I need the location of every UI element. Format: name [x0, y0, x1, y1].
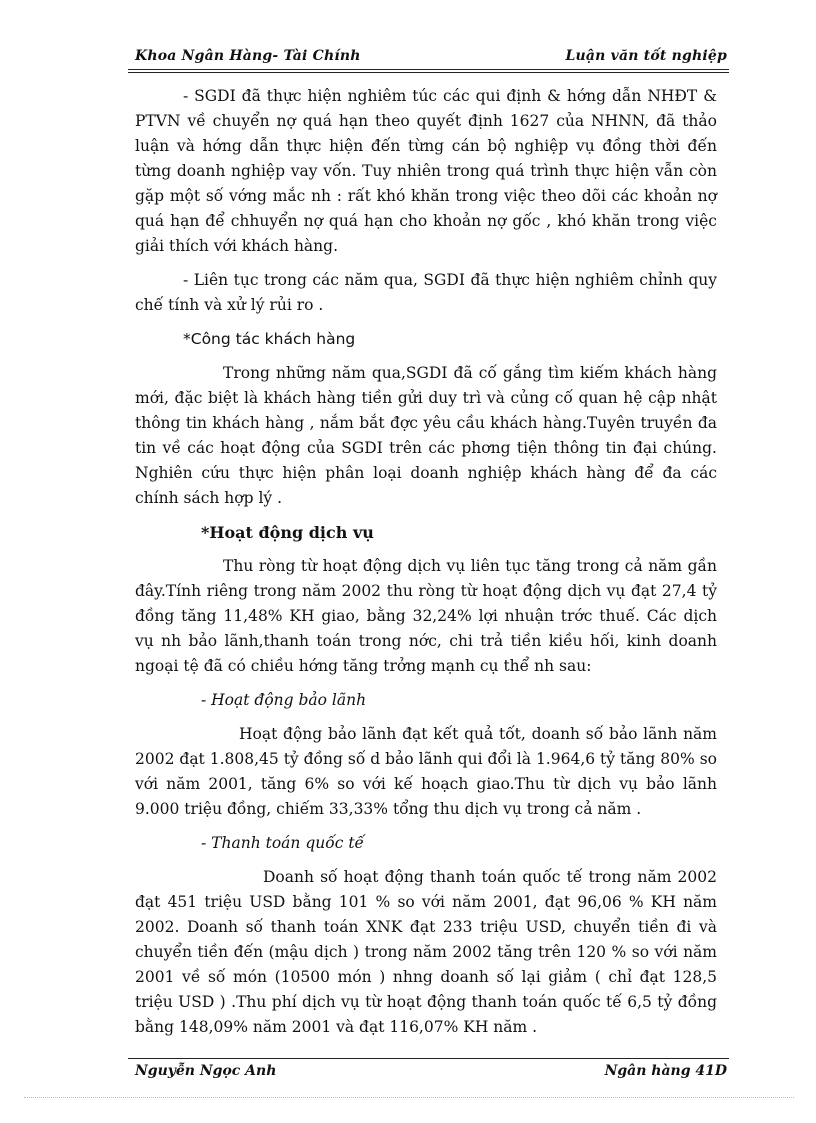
section-customer-work: *Công tác khách hàng	[183, 330, 356, 348]
page-footer	[135, 1063, 727, 1083]
paragraph-risk-handling: - Liên tục trong các năm qua, SGDI đã thực hiện nghiêm chỉnh quy chế tính và xử lý rủi ro .	[135, 271, 717, 314]
footer-class: Ngân hàng 41D	[604, 1063, 727, 1079]
header-thesis-label: Luận văn tốt nghiệp	[565, 48, 727, 64]
body-text	[135, 84, 717, 1049]
subsection-guarantee: - Hoạt động bảo lãnh	[201, 691, 367, 709]
header-rule	[128, 69, 729, 70]
section-heading-services: *Hoạt động dịch vụ	[201, 523, 374, 542]
footer-author: Nguyễn Ngọc Anh	[135, 1063, 277, 1079]
footer-rule	[128, 1058, 729, 1059]
paragraph-overdue-debt: - SGDI đã thực hiện nghiêm túc các qui định & hớng dẫn NHĐT & PTVN về chuyển nợ quá hạn theo quyết định 1627 của NHNN, đã thảo luận và hớng dẫn thực hiện đến từng cán bộ nghiệp vụ đồng thời đến từng doanh nghiệp vay vốn. Tuy nhiên trong quá trình thực hiện vẫn còn gặp một số vớng mắc nh : rất khó khăn trong việc theo dõi các khoản nợ quá hạn để chhuyển nợ quá hạn cho khoản nợ gốc , khó khăn trong việc giải thích với khách hàng.	[135, 87, 717, 255]
header-rule-double	[128, 72, 729, 73]
page-header	[135, 48, 727, 68]
subsection-international-payment: - Thanh toán quốc tế	[201, 834, 365, 852]
paragraph-services: Thu ròng từ hoạt động dịch vụ liên tục tăng trong cả năm gần đây.Tính riêng trong năm 2002 thu ròng từ hoạt động dịch vụ đạt 27,4 tỷ đồng tăng 11,48% KH giao, bằng 32,24% lợi nhuận trớc thuế. Các dịch vụ nh bảo lãnh,thanh toán trong nớc, chi trả tiền kiều hối, kinh doanh ngoại tệ đã có chiều hớng tăng trởng mạnh cụ thể nh sau:	[135, 557, 717, 675]
header-faculty: Khoa Ngân Hàng- Tài Chính	[135, 48, 361, 64]
paragraph-international-payment: Doanh số hoạt động thanh toán quốc tế trong năm 2002 đạt 451 triệu USD bằng 101 % so với năm 2001, đạt 96,06 % KH năm 2002. Doanh số thanh toán XNK đạt 233 triệu USD, chuyển tiền đi và chuyển tiền đến (mậu dịch ) trong năm 2002 tăng trên 120 % so với năm 2001 về số món (10500 món ) nhng doanh số lại giảm ( chỉ đạt 128,5 triệu USD ) .Thu phí dịch vụ từ hoạt động thanh toán quốc tế 6,5 tỷ đồng bằng 148,09% năm 2001 và đạt 116,07% KH năm .	[135, 868, 717, 1036]
paragraph-guarantee: Hoạt động bảo lãnh đạt kết quả tốt, doanh số bảo lãnh năm 2002 đạt 1.808,45 tỷ đồng số d bảo lãnh qui đổi là 1.964,6 tỷ tăng 80% so với năm 2001, tăng 6% so với kế hoạch giao.Thu từ dịch vụ bảo lãnh 9.000 triệu đồng, chiếm 33,33% tổng thu dịch vụ trong cả năm .	[135, 725, 717, 818]
paragraph-customer-work: Trong những năm qua,SGDI đã cố gắng tìm kiếm khách hàng mới, đặc biệt là khách hàng tiền gửi duy trì và củng cố quan hệ cập nhật thông tin khách hàng , nắm bắt đợc yêu cầu khách hàng.Tuyên truyền đa tin về các hoạt động của SGDI trên các phơng tiện thông tin đại chúng. Nghiên cứu thực hiện phân loại doanh nghiệp khách hàng để đa các chính sách hợp lý .	[135, 364, 717, 507]
page-bottom-dotted-line	[24, 1097, 794, 1098]
